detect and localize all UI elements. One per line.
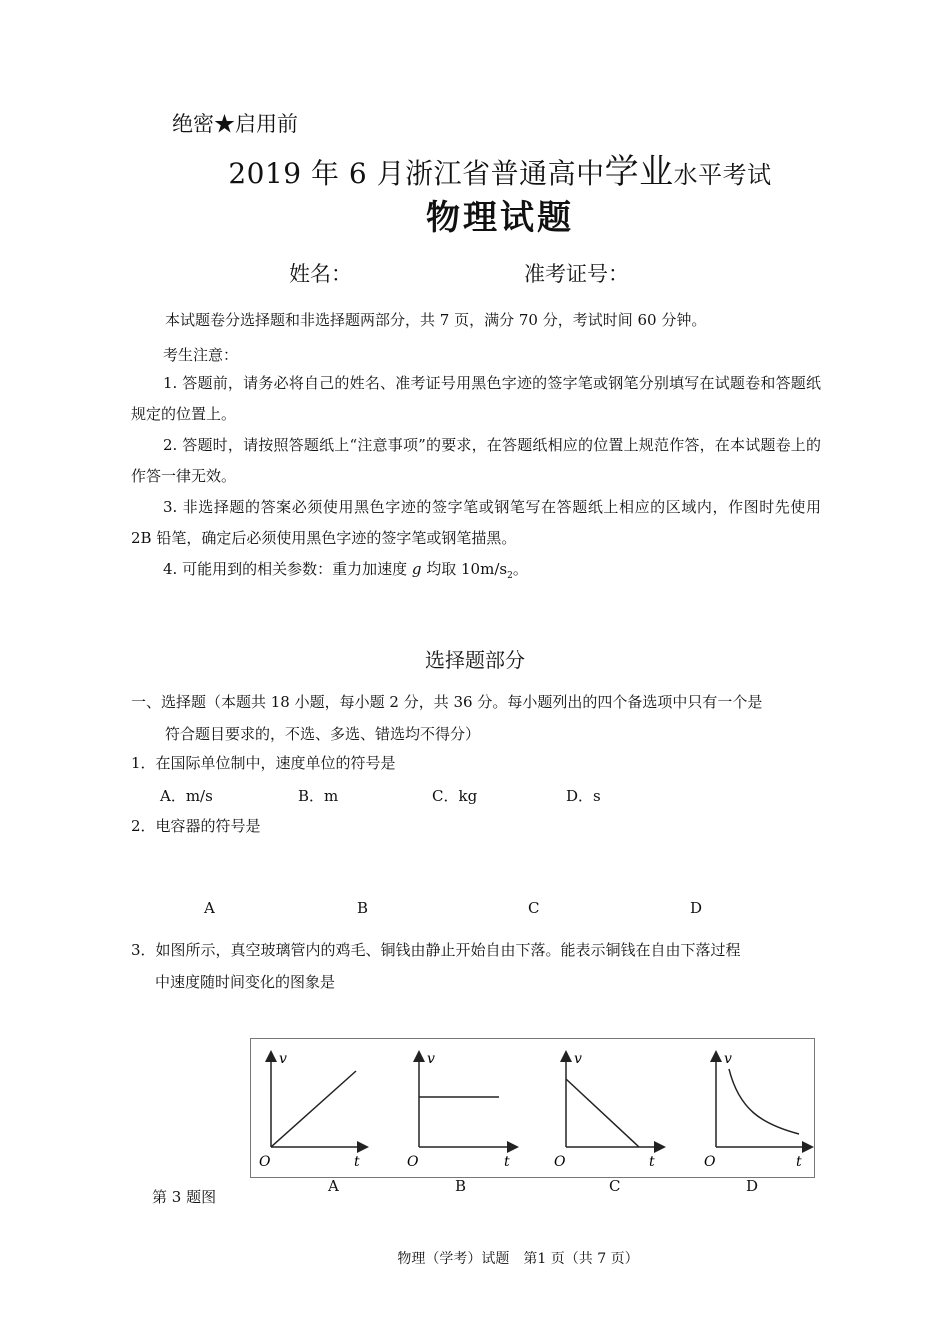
q3-stem-line2: 中速度随时间变化的图象是 — [155, 973, 336, 991]
graph-c-origin: O — [554, 1154, 566, 1170]
page-footer: 物理（学考）试题 第1 页（共 7 页） — [397, 1251, 639, 1267]
notice-item-1: 1. 答题前，请务必将自己的姓名、准考证号用黑色字迹的签字笔或钢笔分别填写在试题卷和答题纸规定的位置上。 — [131, 374, 821, 423]
graph-d — [704, 1051, 811, 1170]
q2-option-c: C — [528, 899, 540, 917]
q3-graphs-svg — [251, 1039, 814, 1177]
graph-c-t-label: t — [649, 1154, 655, 1170]
notice-item-4: 4. 可能用到的相关参数：重力加速度 g 均取 $10m/s_2$。 — [163, 560, 528, 581]
part1-intro — [131, 686, 821, 750]
title-part1: 2019 年 6 月浙江省普通高中 — [228, 157, 605, 190]
graph-a-line — [271, 1071, 356, 1147]
q1-option-d: D．s — [566, 787, 601, 805]
title-part3: 水平考试 — [673, 161, 772, 189]
q3-figure-caption: 第 3 题图 — [152, 1188, 217, 1206]
graph-a — [259, 1051, 366, 1170]
graph-b-origin: O — [407, 1154, 419, 1170]
graph-c-line — [566, 1079, 639, 1147]
exam-title — [0, 144, 950, 193]
q3-stem-line1: 3．如图所示，真空玻璃管内的鸡毛、铜钱由静止开始自由下落。能表示铜钱在自由下落过程 — [131, 941, 741, 959]
name-label: 姓名： — [289, 262, 352, 286]
confidential-mark: 绝密★启用前 — [172, 112, 298, 136]
q3-label-d: D — [746, 1177, 759, 1195]
graph-d-t-label: t — [796, 1154, 802, 1170]
graph-a-t-label: t — [354, 1154, 360, 1170]
graph-c — [554, 1051, 663, 1170]
graph-a-origin: O — [259, 1154, 271, 1170]
exam-subtitle: 物理试题 — [426, 198, 574, 238]
q3-figure — [250, 1038, 815, 1178]
q3-label-a: A — [328, 1177, 339, 1195]
graph-b-t-label: t — [504, 1154, 510, 1170]
notice-item-3: 3. 非选择题的答案必须使用黑色字迹的签字笔或钢笔写在答题纸上相应的区域内，作图时先使用 2B 铅笔，确定后必须使用黑色字迹的签字笔或钢笔描黑。 — [131, 498, 821, 547]
graph-d-v-label: v — [724, 1051, 732, 1067]
graph-d-curve — [729, 1069, 799, 1134]
graph-a-v-label: v — [279, 1051, 287, 1067]
paper-intro: 本试题卷分选择题和非选择题两部分，共 7 页，满分 70 分，考试时间 60 分钟。 — [165, 311, 707, 329]
graph-c-v-label: v — [574, 1051, 582, 1067]
notice-item-2: 2. 答题时，请按照答题纸上“注意事项”的要求，在答题纸相应的位置上规范作答，在本试题卷上的作答一律无效。 — [131, 436, 821, 485]
question-2-stem: 2．电容器的符号是 — [131, 817, 261, 835]
part1-intro-line2: 符合题目要求的，不选、多选、错选均不得分） — [165, 725, 481, 743]
graph-d-origin: O — [704, 1154, 716, 1170]
graph-b — [407, 1051, 516, 1170]
q1-option-c: C．kg — [432, 787, 478, 805]
q3-label-c: C — [609, 1177, 621, 1195]
part1-intro-line1: 一、选择题（本题共 18 小题，每小题 2 分，共 36 分。每小题列出的四个备选项中只有一个是 — [131, 693, 763, 711]
exam-number-label: 准考证号： — [524, 262, 629, 286]
graph-b-v-label: v — [427, 1051, 435, 1067]
q3-label-b: B — [455, 1177, 467, 1195]
q1-option-b: B．m — [298, 787, 339, 805]
title-part2: 学业 — [604, 152, 674, 192]
q2-option-a: A — [204, 899, 215, 917]
q1-option-a: A．m/s — [160, 787, 213, 805]
section-title: 选择题部分 — [425, 648, 525, 672]
question-3-stem — [131, 934, 821, 998]
q2-option-b: B — [357, 899, 369, 917]
question-1-stem: 1．在国际单位制中，速度单位的符号是 — [131, 754, 396, 772]
q2-option-d: D — [690, 899, 703, 917]
notice-title: 考生注意： — [163, 346, 239, 364]
